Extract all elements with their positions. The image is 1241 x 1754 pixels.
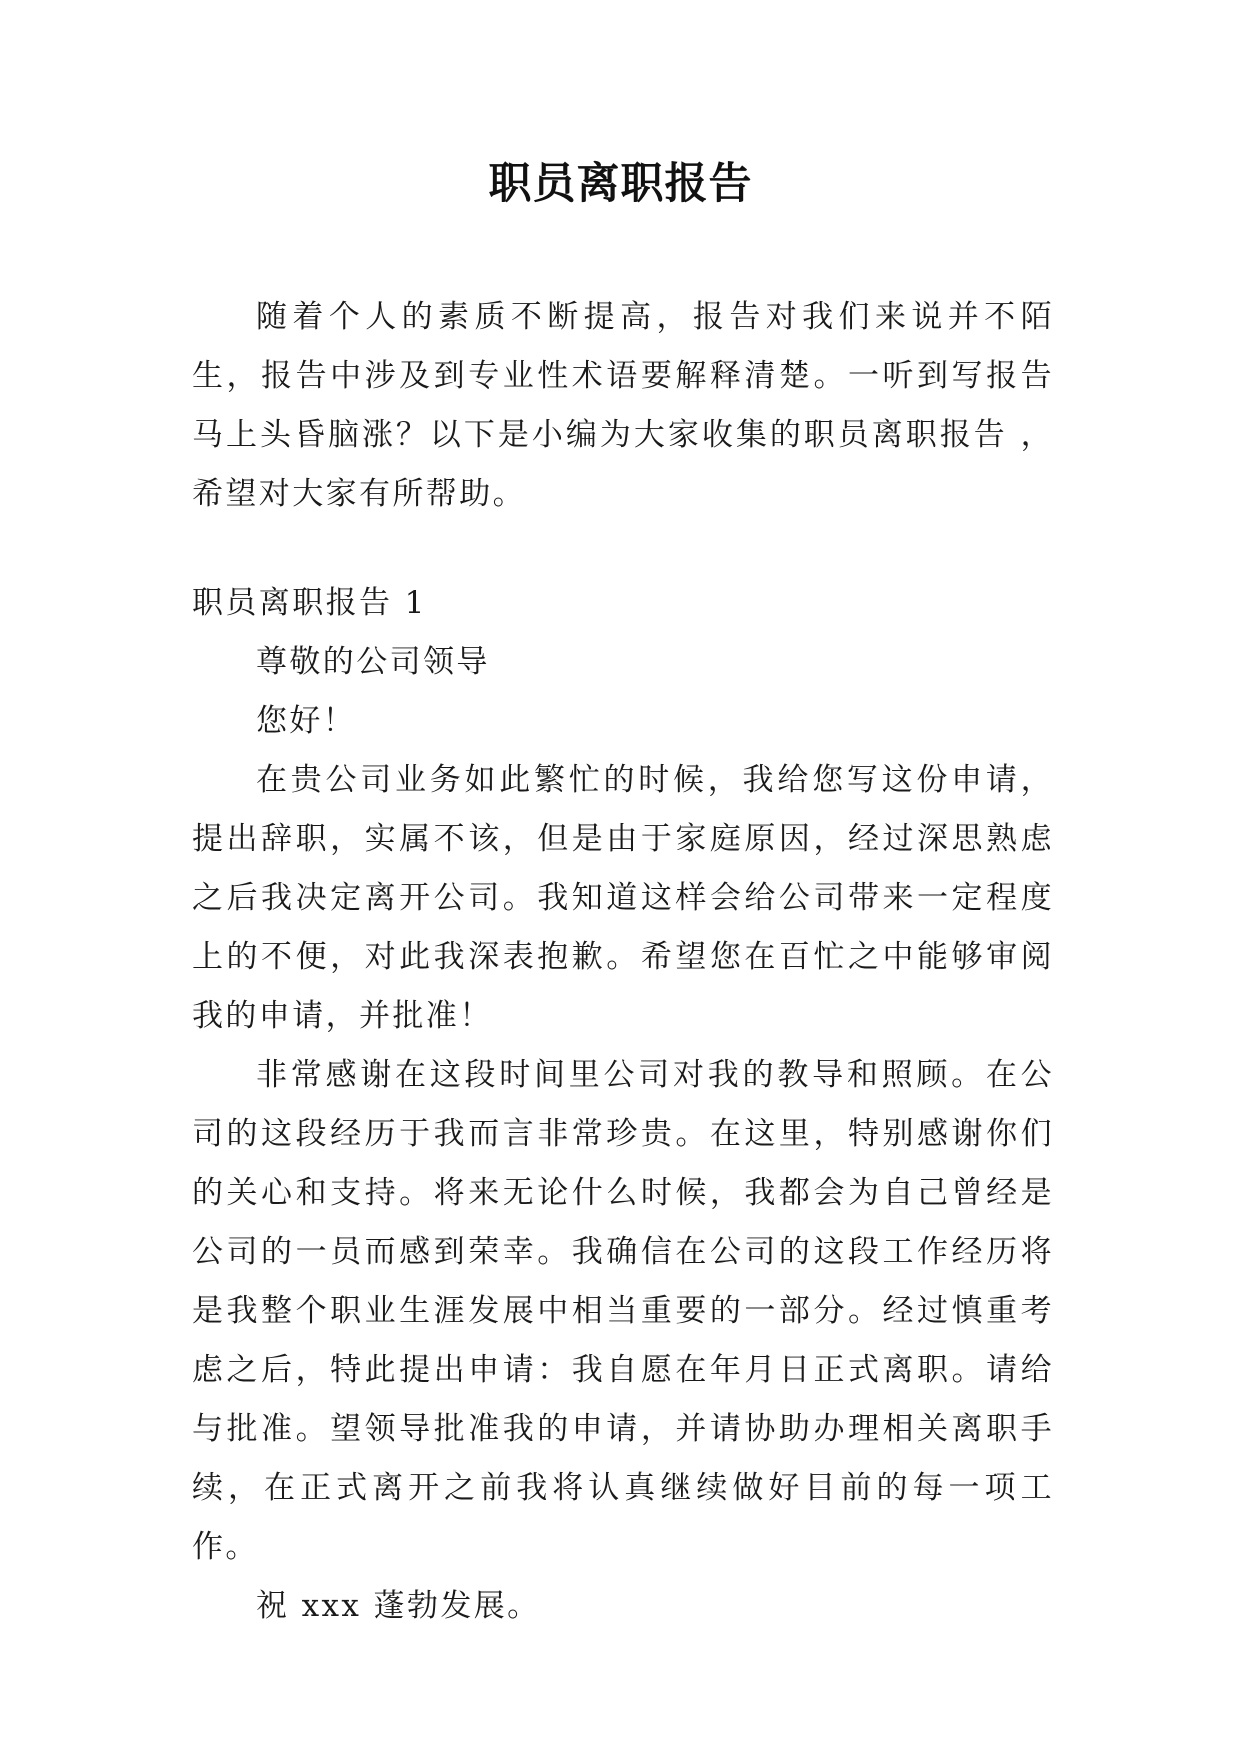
letter-paragraph: 在贵公司业务如此繁忙的时候，我给您写这份申请，提出辞职，实属不该，但是由于家庭原因，经过深思熟虑之后我决定离开公司。我知道这样会给公司带来一定程度上的不便，对此我深表抱歉。希望您在百忙之中能够审阅我的申请，并批准！: [192, 762, 1054, 1034]
letter-closing: 祝 xxx 蓬勃发展。: [256, 1588, 541, 1624]
resignation-letter: [192, 633, 1054, 1636]
document-title: 职员离职报告: [488, 159, 753, 209]
letter-salutation: 尊敬的公司领导: [256, 644, 490, 680]
intro-section: [192, 288, 1054, 524]
letter-paragraph: 非常感谢在这段时间里公司对我的教导和照顾。在公司的这段经历于我而言非常珍贵。在这里，特别感谢你们的关心和支持。将来无论什么时候，我都会为自己曾经是公司的一员而感到荣幸。我确信在公司的这段工作经历将是我整个职业生涯发展中相当重要的一部分。经过慎重考虑之后，特此提出申请：我自愿在年月日正式离职。请给与批准。望领导批准我的申请，并请协助办理相关离职手续，在正式离开之前我将认真继续做好目前的每一项工作。: [192, 1057, 1054, 1565]
letter-greeting: 您好！: [256, 703, 357, 739]
section-heading: 职员离职报告 1: [192, 585, 427, 621]
intro-paragraph: 随着个人的素质不断提高，报告对我们来说并不陌生，报告中涉及到专业性术语要解释清楚。一听到写报告马上头昏脑涨？以下是小编为大家收集的职员离职报告 ，希望对大家有所帮助。: [192, 299, 1054, 512]
